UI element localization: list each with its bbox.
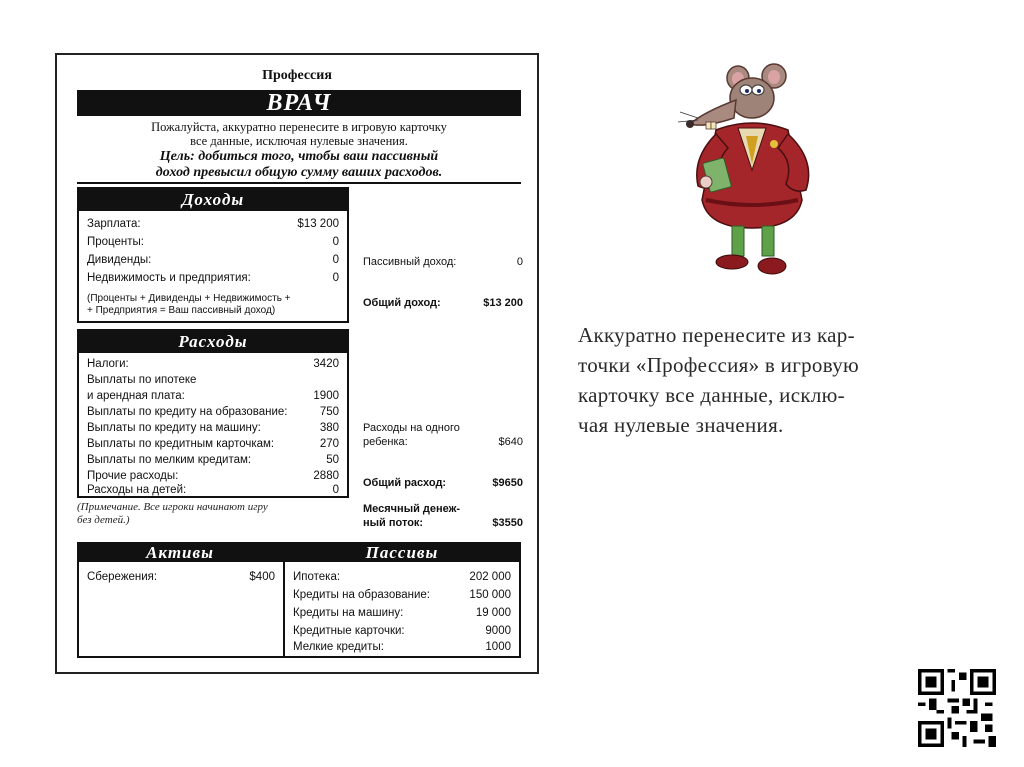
expense-label: и арендная плата: xyxy=(87,390,185,402)
expense-row xyxy=(87,389,339,403)
total-expense-value: $9650 xyxy=(492,477,523,489)
expense-label: Выплаты по кредиту на образование: xyxy=(87,406,288,418)
income-row xyxy=(87,217,339,231)
expenses-note-line-1: (Примечание. Все игроки начинают игру xyxy=(77,501,268,513)
expense-row xyxy=(87,437,339,451)
liability-row xyxy=(293,640,511,654)
expense-row xyxy=(87,405,339,419)
income-row-value: 0 xyxy=(332,272,339,284)
instruction-line-2: все данные, исключая нулевые значения. xyxy=(190,134,408,148)
expenses-title: Расходы xyxy=(79,331,347,353)
monthly-flow-value: $3550 xyxy=(492,517,523,529)
expense-label: Выплаты по мелким кредитам: xyxy=(87,454,252,466)
total-expense-label: Общий расход: xyxy=(363,477,447,489)
total-expense xyxy=(363,476,523,490)
expense-value: 380 xyxy=(319,422,339,434)
liabilities-box xyxy=(283,562,521,658)
expense-summary xyxy=(363,421,523,541)
income-row-label: Недвижимость и предприятия: xyxy=(87,272,251,284)
expense-label: Налоги: xyxy=(87,358,129,370)
per-child-label-line-2: ребенка: xyxy=(363,436,408,448)
income-row-value: 0 xyxy=(332,236,339,248)
income-row xyxy=(87,235,339,249)
goal-text xyxy=(77,149,521,181)
liability-row xyxy=(293,606,511,620)
monthly-flow-label-line-2: ный поток: xyxy=(363,517,424,529)
expense-value: 50 xyxy=(326,454,339,466)
income-note-line-1: (Проценты + Дивиденды + Недвижимость + xyxy=(87,293,291,304)
expense-row xyxy=(87,453,339,467)
paragraph-line-3: карточку все данные, исклю- xyxy=(578,383,845,407)
per-child-label-line-1: Расходы на одного xyxy=(363,422,460,434)
paragraph-line-1: Аккуратно перенесите из кар- xyxy=(578,323,855,347)
liability-value: 9000 xyxy=(485,625,511,637)
total-income xyxy=(363,296,523,310)
expense-row xyxy=(87,373,339,387)
liability-row xyxy=(293,588,511,602)
expenses-note xyxy=(77,501,347,527)
goal-line-2: доход превысил общую сумму ваших расходов. xyxy=(155,165,443,180)
liability-row xyxy=(293,570,511,584)
expense-label: Выплаты по ипотеке xyxy=(87,374,197,386)
paragraph-line-4: чая нулевые значения. xyxy=(578,413,784,437)
qr-code[interactable] xyxy=(918,669,996,747)
expense-value: 750 xyxy=(319,406,339,418)
expense-label: Выплаты по кредитным карточкам: xyxy=(87,438,275,450)
expense-row xyxy=(87,421,339,435)
liability-label: Кредитные карточки: xyxy=(293,625,405,637)
divider xyxy=(77,182,521,184)
monthly-cash-flow xyxy=(363,502,523,530)
passive-income-value: 0 xyxy=(516,256,523,268)
profession-name: ВРАЧ xyxy=(77,90,521,116)
expense-label: Прочие расходы: xyxy=(87,470,179,482)
liability-label: Ипотека: xyxy=(293,571,341,583)
income-row-value: 0 xyxy=(332,254,339,266)
passive-income xyxy=(363,255,523,269)
income-row xyxy=(87,253,339,267)
liability-row xyxy=(293,624,511,638)
expenses-note-line-2: без детей.) xyxy=(77,514,130,526)
expense-value: 2880 xyxy=(313,470,339,482)
assets-box xyxy=(77,562,285,658)
asset-label: Сбережения: xyxy=(87,571,158,583)
per-child-expense xyxy=(363,421,523,449)
expenses-box xyxy=(77,329,349,498)
per-child-value: $640 xyxy=(498,436,523,448)
instruction-paragraph xyxy=(578,320,978,440)
liability-value: 1000 xyxy=(485,641,511,653)
assets-title: Активы xyxy=(146,543,214,562)
profession-card xyxy=(55,53,539,674)
expense-label: Выплаты по кредиту на машину: xyxy=(87,422,261,434)
expense-label: Расходы на детей: xyxy=(87,484,187,496)
liability-label: Кредиты на машину: xyxy=(293,607,404,619)
expense-value: 270 xyxy=(319,438,339,450)
rat-doctor-illustration xyxy=(676,60,826,282)
liability-value: 202 000 xyxy=(469,571,511,583)
expense-value: 1900 xyxy=(313,390,339,402)
instruction-text xyxy=(77,120,521,148)
total-income-label: Общий доход: xyxy=(363,297,441,309)
assets-liabilities-header xyxy=(77,542,521,564)
expense-row xyxy=(87,357,339,371)
income-note xyxy=(87,293,339,317)
liabilities-title: Пассивы xyxy=(365,543,439,562)
income-row-value: $13 200 xyxy=(297,218,339,230)
income-row-label: Проценты: xyxy=(87,236,144,248)
income-row-label: Дивиденды: xyxy=(87,254,152,266)
expense-row xyxy=(87,483,339,497)
income-row-label: Зарплата: xyxy=(87,218,141,230)
expense-value: 0 xyxy=(332,484,339,496)
expense-row xyxy=(87,469,339,483)
liability-label: Мелкие кредиты: xyxy=(293,641,384,653)
income-row xyxy=(87,271,339,285)
monthly-flow-label-line-1: Месячный денеж- xyxy=(363,503,461,515)
income-title: Доходы xyxy=(79,189,347,211)
passive-income-label: Пассивный доход: xyxy=(363,256,457,268)
total-income-value: $13 200 xyxy=(483,297,523,309)
asset-value: $400 xyxy=(249,571,275,583)
paragraph-line-2: точки «Профессия» в игровую xyxy=(578,353,860,377)
liability-value: 19 000 xyxy=(475,607,511,619)
liability-value: 150 000 xyxy=(469,589,511,601)
income-summary xyxy=(363,255,523,315)
asset-row xyxy=(87,570,275,584)
profession-label: Профессия xyxy=(262,68,332,83)
income-box xyxy=(77,187,349,323)
instruction-line-1: Пожалуйста, аккуратно перенесите в игровую карточку xyxy=(151,120,447,134)
goal-line-1: Цель: добиться того, чтобы ваш пассивный xyxy=(159,149,439,164)
income-note-line-2: + Предприятия = Ваш пассивный доход) xyxy=(87,305,276,316)
expense-value: 3420 xyxy=(313,358,339,370)
liability-label: Кредиты на образование: xyxy=(293,589,430,601)
